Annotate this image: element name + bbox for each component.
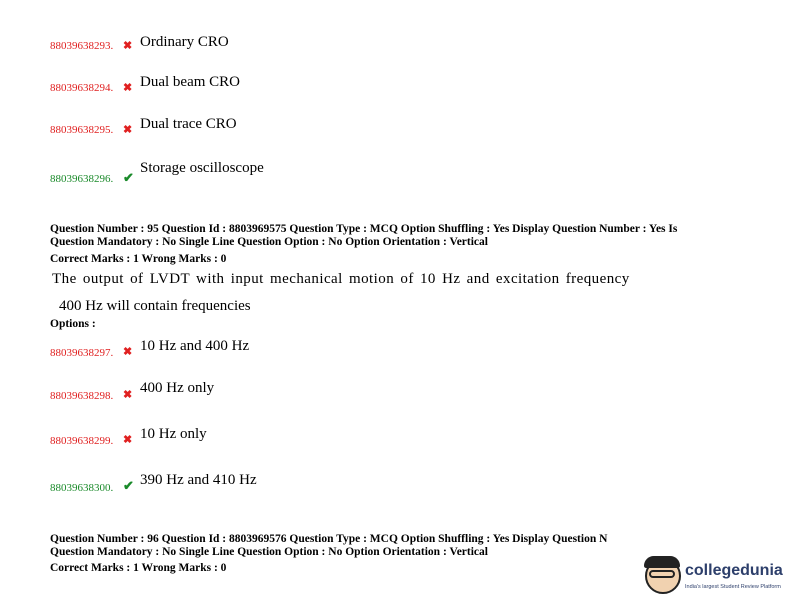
option-id: 88039638296. <box>50 173 114 185</box>
option-text: 10 Hz only <box>140 426 207 442</box>
question-meta: Question Number : 96 Question Id : 8803969576 Question Type : MCQ Option Shuffling : Yes Display Question N <box>50 533 608 545</box>
option-text: 390 Hz and 410 Hz <box>140 472 257 488</box>
option-id: 88039638295. <box>50 124 114 136</box>
option-id: 88039638297. <box>50 347 114 359</box>
question-meta: Question Mandatory : No Single Line Question Option : No Option Orientation : Vertical <box>50 546 488 558</box>
option-id: 88039638300. <box>50 482 114 494</box>
option-text: 10 Hz and 400 Hz <box>140 338 250 354</box>
cross-icon: ✖ <box>123 389 133 401</box>
question-marks: Correct Marks : 1 Wrong Marks : 0 <box>50 253 227 265</box>
option-text: Ordinary CRO <box>140 34 229 50</box>
question-meta: Question Mandatory : No Single Line Question Option : No Option Orientation : Vertical <box>50 236 488 248</box>
option-id: 88039638299. <box>50 435 114 447</box>
question-text: The output of LVDT with input mechanical motion of 10 Hz and excitation frequency <box>52 271 630 287</box>
logo-name: collegedunia <box>685 562 783 579</box>
check-icon: ✔ <box>123 478 134 493</box>
option-id: 88039638294. <box>50 82 114 94</box>
options-label: Options : <box>50 318 96 330</box>
check-icon: ✔ <box>123 170 134 185</box>
option-text: 400 Hz only <box>140 380 215 396</box>
question-text: 400 Hz will contain frequencies <box>59 298 251 314</box>
question-marks: Correct Marks : 1 Wrong Marks : 0 <box>50 562 227 574</box>
mascot-hair <box>644 556 680 568</box>
collegedunia-logo <box>645 556 785 596</box>
logo-tagline: India's largest Student Review Platform <box>685 584 781 590</box>
question-meta: Question Number : 95 Question Id : 8803969575 Question Type : MCQ Option Shuffling : Yes Display Question Number : Yes Is <box>50 223 678 235</box>
mascot-glasses <box>649 570 675 578</box>
cross-icon: ✖ <box>123 82 133 94</box>
cross-icon: ✖ <box>123 40 133 52</box>
option-text: Storage oscilloscope <box>140 160 264 176</box>
cross-icon: ✖ <box>123 124 133 136</box>
option-text: Dual beam CRO <box>140 74 240 90</box>
cross-icon: ✖ <box>123 346 133 358</box>
option-id: 88039638298. <box>50 390 114 402</box>
option-id: 88039638293. <box>50 40 114 52</box>
cross-icon: ✖ <box>123 434 133 446</box>
option-text: Dual trace CRO <box>140 116 237 132</box>
